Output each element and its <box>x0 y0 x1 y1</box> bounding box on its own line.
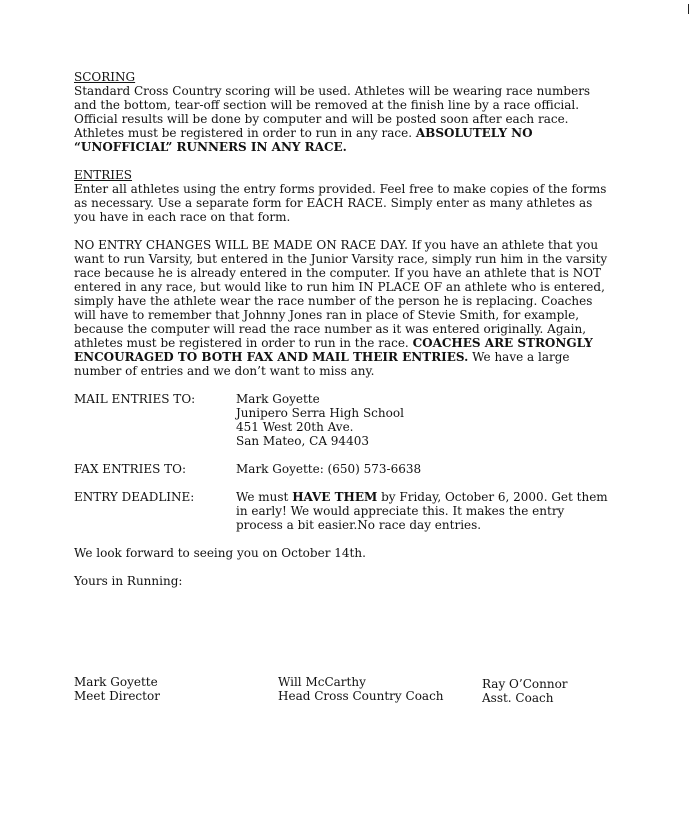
scoring-text: Standard Cross Country scoring will be used. Athletes will be wearing race numbers and the bottom, tear-off section will be removed at the finish line by a race official. Official results will be done by computer and will be posted soon after each race. Athletes must be registered in order to run in any race. <box>74 84 591 140</box>
deadline-post: by Friday, October 6, 2000. Get them in early! We would appreciate this. It makes the entry process a bit easier.No race day entries. <box>236 490 608 532</box>
scoring-heading: SCORING <box>74 70 136 84</box>
signature-title: Head Cross Country Coach <box>278 689 444 703</box>
closing-forward: We look forward to seeing you on October 14th. <box>74 546 366 560</box>
fax-number: Mark Goyette: (650) 573-6638 <box>236 462 422 476</box>
mail-address-line: San Mateo, CA 94403 <box>236 434 369 448</box>
entry-deadline-label: ENTRY DEADLINE: <box>74 490 195 504</box>
signature-name: Mark Goyette <box>74 675 158 689</box>
document-body <box>74 70 614 588</box>
scoring-body <box>74 84 614 154</box>
fax-entries-row <box>74 462 614 476</box>
changes-body <box>74 238 614 378</box>
fax-entries-label: FAX ENTRIES TO: <box>74 462 187 476</box>
scoring-warning: ABSOLUTELY NO “UNOFFICIAL” RUNNERS IN ANY RACE. <box>74 126 533 154</box>
signature-head-coach <box>278 675 444 703</box>
entry-deadline-text <box>236 490 614 532</box>
entries-heading: ENTRIES <box>74 168 133 182</box>
mail-address-line: Mark Goyette <box>236 392 320 406</box>
signature-asst-coach <box>482 677 568 705</box>
signature-name: Will McCarthy <box>278 675 366 689</box>
entries-body: Enter all athletes using the entry forms provided. Feel free to make copies of the forms as necessary. Use a separate form for EACH RACE. Simply enter as many athletes as you have in each race on that form. <box>74 182 607 224</box>
mail-entries-row <box>74 392 614 448</box>
deadline-pre: We must <box>236 490 289 504</box>
changes-section <box>74 238 614 378</box>
mail-address <box>236 392 614 448</box>
changes-tail: We have a large number of entries and we don’t want to miss any. <box>74 350 570 378</box>
deadline-emphasis: HAVE THEM <box>292 490 378 504</box>
page-edge-mark <box>684 4 689 14</box>
signature-title: Asst. Coach <box>482 691 554 705</box>
changes-emphasis: COACHES ARE STRONGLY ENCOURAGED TO BOTH FAX AND MAIL THEIR ENTRIES. <box>74 336 593 364</box>
signature-title: Meet Director <box>74 689 160 703</box>
signature-name: Ray O’Connor <box>482 677 568 691</box>
mail-entries-label: MAIL ENTRIES TO: <box>74 392 196 406</box>
closing-yours: Yours in Running: <box>74 574 183 588</box>
mail-address-line: Junipero Serra High School <box>236 406 404 420</box>
signature-meet-director <box>74 675 160 703</box>
entry-deadline-row <box>74 490 614 532</box>
mail-address-line: 451 West 20th Ave. <box>236 420 354 434</box>
changes-text: NO ENTRY CHANGES WILL BE MADE ON RACE DAY. If you have an athlete that you want to run Varsity, but entered in the Junior Varsity race, simply run him in the varsity race because he is already entered in the computer. If you have an athlete that is NOT entered in any race, but would like to run him IN PLACE OF an athlete who is entered, simply have the athlete wear the race number of the person he is replacing. Coaches will have to remember that Johnny Jones ran in place of Stevie Smith, for example, because the computer will read the race number as it was entered originally. Again, athletes must be registered in order to run in the race. <box>74 238 608 350</box>
scoring-section <box>74 70 614 154</box>
entries-section <box>74 168 614 224</box>
